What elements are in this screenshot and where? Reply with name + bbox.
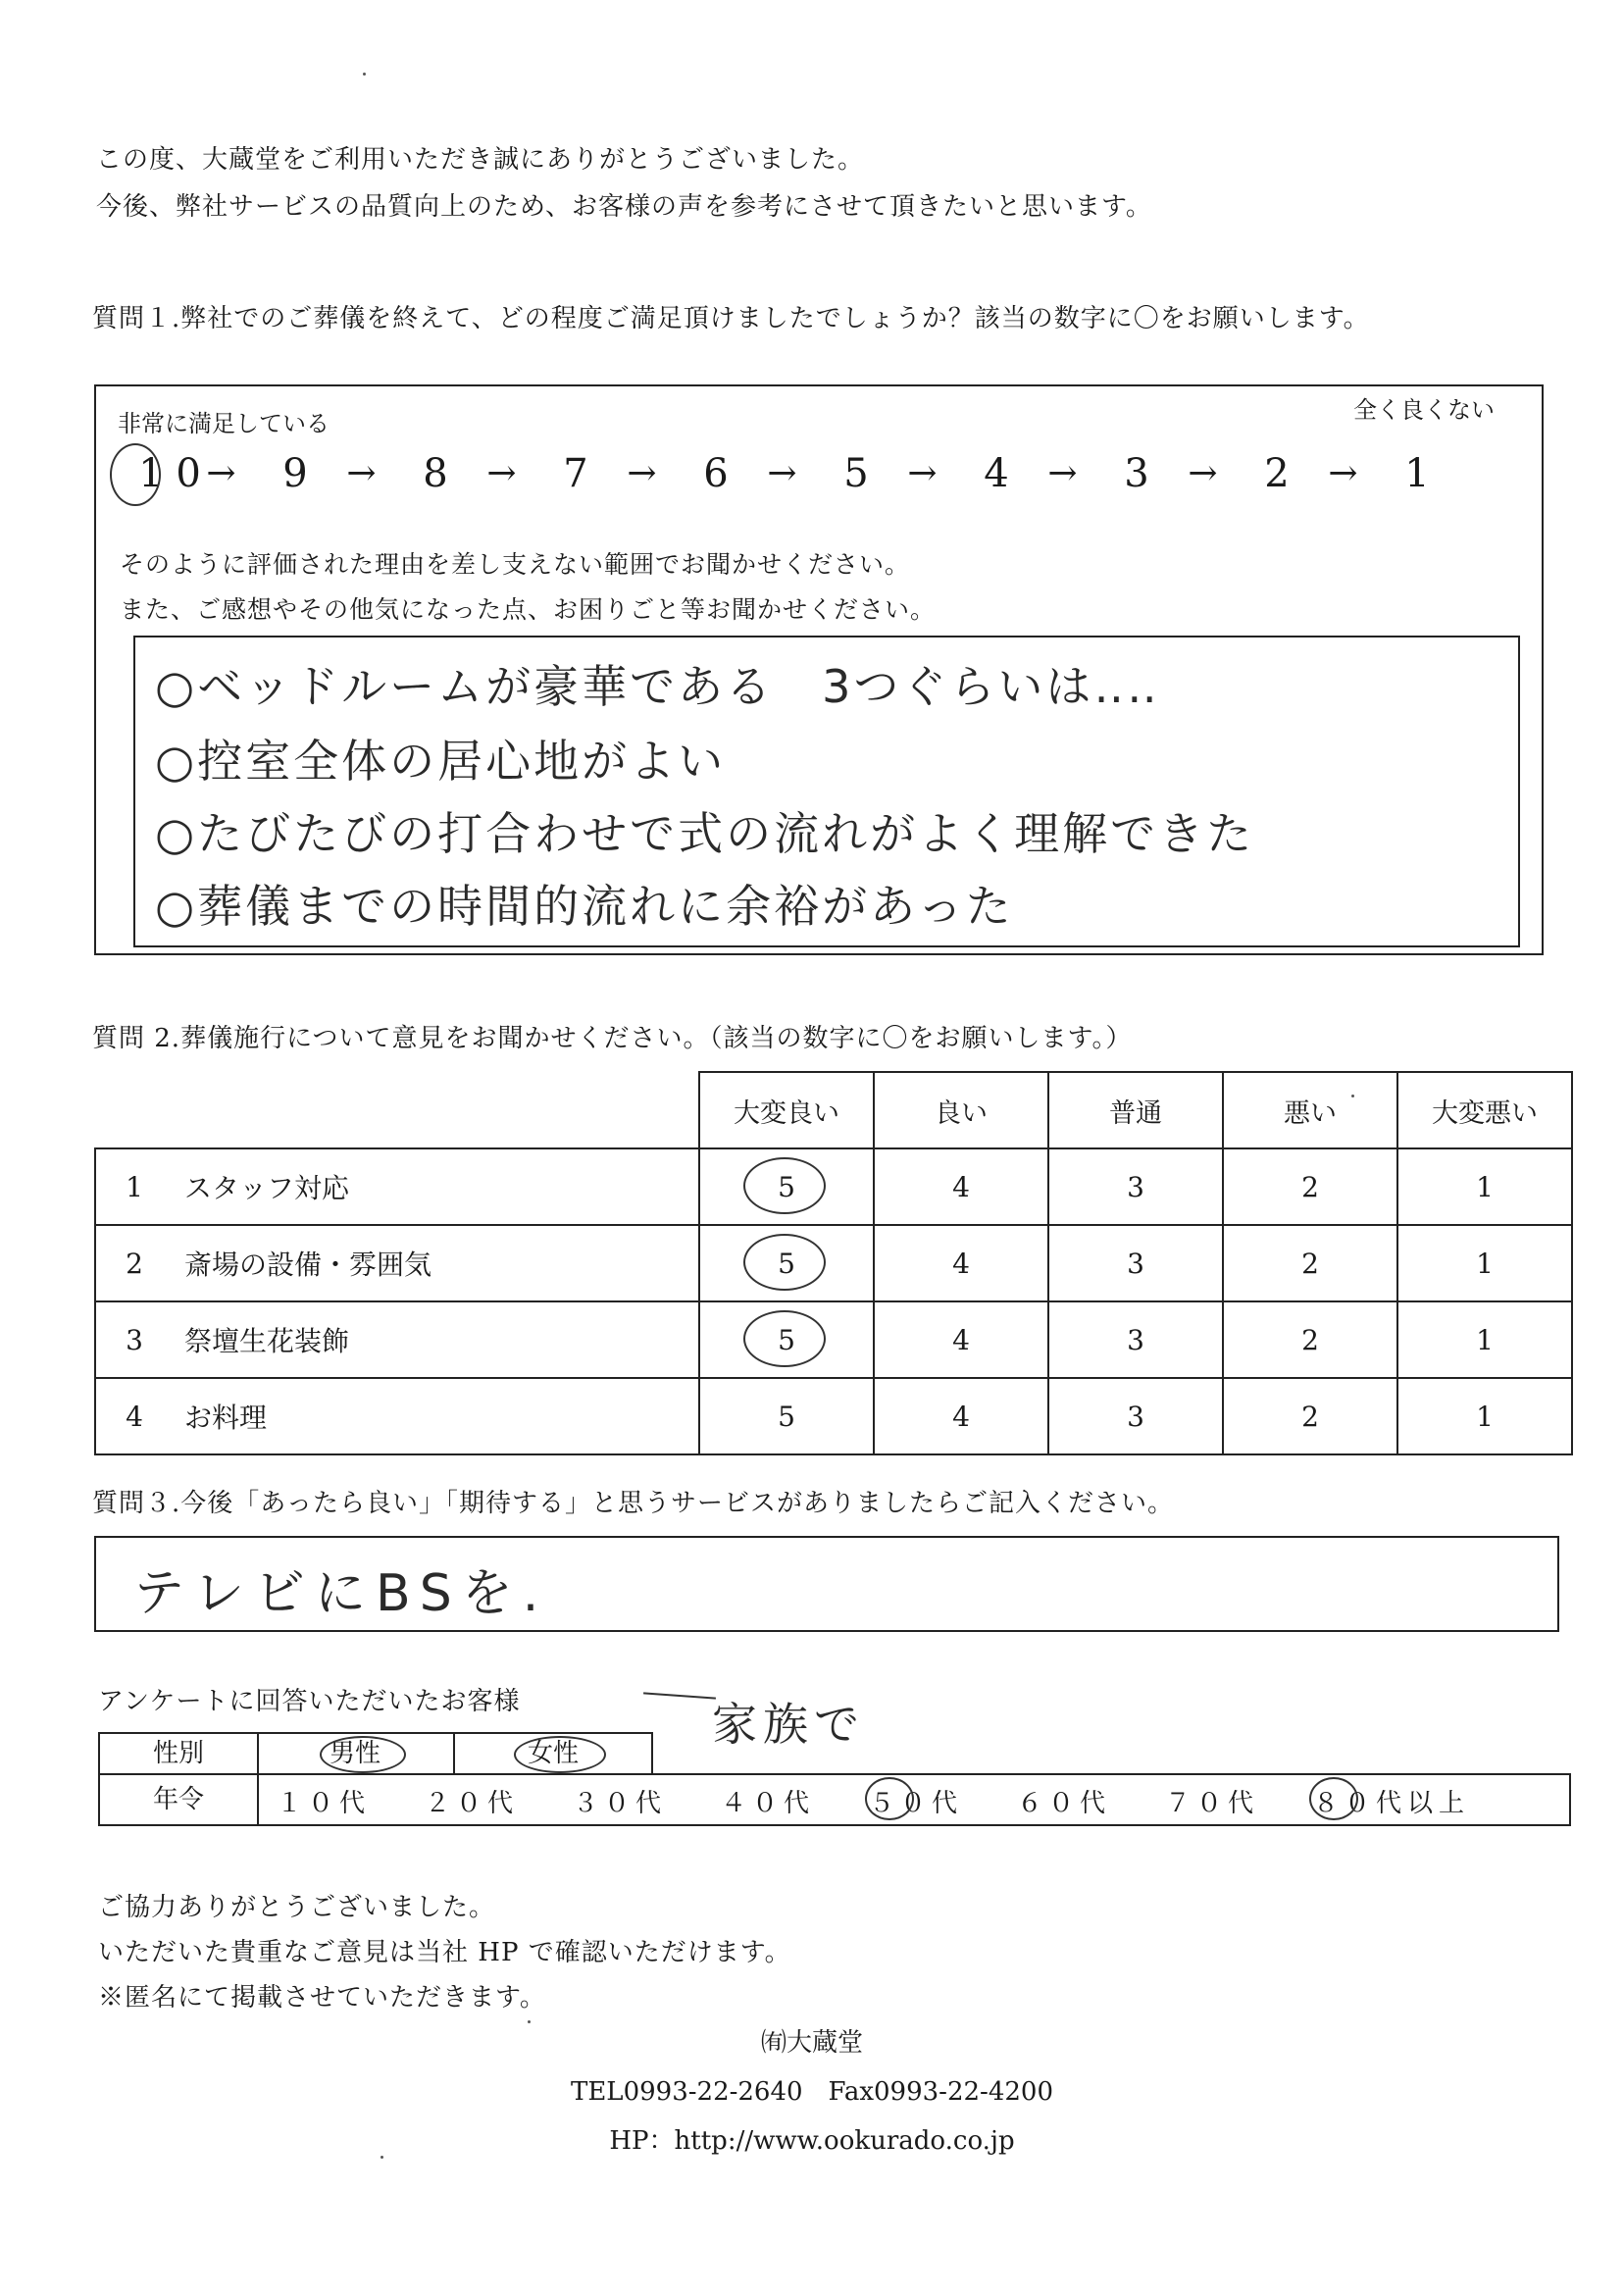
q2-score-label: 2 bbox=[1301, 1323, 1319, 1356]
scale-arrow: → bbox=[1188, 453, 1218, 493]
scale-option-7[interactable]: 7 bbox=[563, 451, 588, 496]
q1-comment-box[interactable] bbox=[133, 636, 1520, 947]
age-row bbox=[98, 1773, 1571, 1826]
gender-male-label: 男性 bbox=[329, 1739, 381, 1768]
q2-score-label: 5 bbox=[778, 1247, 795, 1280]
q3-answer: テレビにBSを. bbox=[133, 1564, 549, 1623]
q2-score-label: 2 bbox=[1301, 1170, 1319, 1203]
header-bad: 悪い bbox=[1223, 1072, 1397, 1148]
gender-female-circle bbox=[514, 1736, 606, 1773]
q2-score-label: 5 bbox=[778, 1400, 795, 1433]
company-name: ㈲大蔵堂 bbox=[760, 2028, 863, 2058]
age-option-label: ５０代 bbox=[869, 1789, 964, 1818]
age-option[interactable] bbox=[1165, 1783, 1259, 1819]
q2-row-item: お料理 bbox=[173, 1378, 699, 1454]
footer-thanks: ご協力ありがとうございました。 bbox=[98, 1893, 496, 1922]
q2-score-option[interactable] bbox=[874, 1301, 1048, 1378]
q2-score-option[interactable] bbox=[1048, 1301, 1223, 1378]
q2-row bbox=[95, 1225, 1572, 1301]
age-option[interactable] bbox=[869, 1783, 963, 1819]
q1-title: 質問１.弊社でのご葬儀を終えて、どの程度ご満足頂けましたでしょうか？該当の数字に〇をお願いします。 bbox=[92, 304, 1370, 333]
age-option-label: ８０代以上 bbox=[1313, 1789, 1471, 1818]
q2-table bbox=[94, 1071, 1573, 1455]
intro-line-2: 今後、弊社サービスの品質向上のため、お客様の声を参考にさせて頂きたいと思います。 bbox=[96, 192, 1152, 222]
q3-answer-box[interactable] bbox=[94, 1536, 1559, 1632]
q2-score-option[interactable] bbox=[699, 1148, 874, 1225]
q2-score-option[interactable] bbox=[1397, 1301, 1572, 1378]
q2-score-label: 1 bbox=[1476, 1323, 1494, 1356]
gender-male[interactable] bbox=[257, 1732, 455, 1775]
header-normal: 普通 bbox=[1048, 1072, 1223, 1148]
scale-arrow: → bbox=[627, 453, 657, 493]
gender-male-circle bbox=[320, 1736, 406, 1773]
company-hp[interactable]: HP：http://www.ookurado.co.jp bbox=[609, 2126, 1015, 2156]
scale-arrow: → bbox=[1047, 453, 1078, 493]
q2-selected-circle bbox=[743, 1310, 826, 1367]
q2-score-option[interactable] bbox=[1048, 1148, 1223, 1225]
q2-title: 質問 2.葬儀施行について意見をお聞かせください。（該当の数字に〇をお願いします。） bbox=[92, 1024, 1133, 1053]
q2-score-option[interactable] bbox=[1223, 1378, 1397, 1454]
age-option-label: ４０代 bbox=[721, 1789, 816, 1818]
q1-prompt-2: また、ご感想やその他気になった点、お困りごと等お聞かせください。 bbox=[120, 595, 937, 624]
q2-score-label: 2 bbox=[1301, 1247, 1319, 1280]
q2-score-option[interactable] bbox=[699, 1378, 874, 1454]
q1-prompt-1: そのように評価された理由を差し支えない範囲でお聞かせください。 bbox=[120, 550, 911, 579]
scale-arrow: → bbox=[486, 453, 517, 493]
scan-speck bbox=[381, 2156, 383, 2159]
age-option-label: １０代 bbox=[277, 1789, 372, 1818]
respondent-note: 家族で bbox=[712, 1698, 865, 1751]
header-very-good: 大変良い bbox=[699, 1072, 874, 1148]
age-option-label: ２０代 bbox=[425, 1789, 520, 1818]
q2-score-label: 5 bbox=[778, 1323, 795, 1356]
q2-row-item: 祭壇生花装飾 bbox=[173, 1301, 699, 1378]
age-selected-circle bbox=[865, 1777, 914, 1820]
q2-score-label: 4 bbox=[952, 1400, 970, 1433]
q2-score-label: 3 bbox=[1127, 1170, 1144, 1203]
age-option[interactable] bbox=[1017, 1783, 1111, 1819]
scale-arrow: → bbox=[346, 453, 377, 493]
gender-label: 性別 bbox=[98, 1732, 259, 1775]
scale-option-10[interactable]: 1 0 bbox=[138, 451, 201, 496]
comment-line-2: ○控室全体の居心地がよい bbox=[155, 735, 727, 788]
scale-option-2[interactable]: 2 bbox=[1264, 451, 1290, 496]
scale-arrow: → bbox=[907, 453, 938, 493]
q2-score-option[interactable] bbox=[1223, 1301, 1397, 1378]
q2-score-option[interactable] bbox=[699, 1301, 874, 1378]
comment-line-4: ○葬儀までの時間的流れに余裕があった bbox=[155, 880, 1014, 933]
scan-speck bbox=[363, 73, 366, 76]
q2-score-option[interactable] bbox=[874, 1378, 1048, 1454]
q2-score-option[interactable] bbox=[1223, 1148, 1397, 1225]
age-option[interactable] bbox=[425, 1783, 519, 1819]
q2-row-item: スタッフ対応 bbox=[173, 1148, 699, 1225]
q2-score-label: 1 bbox=[1476, 1247, 1494, 1280]
q2-selected-circle bbox=[743, 1234, 826, 1291]
q2-score-label: 2 bbox=[1301, 1400, 1319, 1433]
q2-score-option[interactable] bbox=[1223, 1225, 1397, 1301]
scale-right-label: 全く良くない bbox=[1353, 396, 1495, 424]
header-good: 良い bbox=[874, 1072, 1048, 1148]
q2-score-option[interactable] bbox=[874, 1225, 1048, 1301]
age-label: 年令 bbox=[100, 1775, 259, 1824]
q2-score-option[interactable] bbox=[1397, 1378, 1572, 1454]
q2-score-label: 4 bbox=[952, 1247, 970, 1280]
comment-line-3: ○たびたびの打合わせで式の流れがよく理解できた bbox=[155, 807, 1255, 860]
q2-score-label: 4 bbox=[952, 1323, 970, 1356]
q2-score-label: 1 bbox=[1476, 1170, 1494, 1203]
age-option-label: ６０代 bbox=[1017, 1789, 1112, 1818]
q2-score-label: 4 bbox=[952, 1170, 970, 1203]
q2-score-option[interactable] bbox=[1397, 1225, 1572, 1301]
scale-option-9[interactable]: 9 bbox=[282, 451, 308, 496]
scale-selected-circle bbox=[110, 443, 161, 506]
scale-arrow: → bbox=[206, 453, 236, 493]
scale-option-3[interactable]: 3 bbox=[1124, 451, 1149, 496]
scale-option-4[interactable]: 4 bbox=[984, 451, 1009, 496]
gender-female-label: 女性 bbox=[527, 1739, 579, 1768]
q2-score-label: 5 bbox=[778, 1170, 795, 1203]
age-option[interactable] bbox=[721, 1783, 815, 1819]
scale-arrow: → bbox=[767, 453, 797, 493]
scale-option-5[interactable]: 5 bbox=[843, 451, 869, 496]
q2-score-option[interactable] bbox=[1048, 1225, 1223, 1301]
age-option[interactable] bbox=[573, 1783, 667, 1819]
scale-option-6[interactable]: 6 bbox=[703, 451, 729, 496]
respondent-label: アンケートに回答いただいたお客様 bbox=[98, 1687, 521, 1716]
scan-speck bbox=[1351, 1095, 1354, 1097]
q2-score-label: 3 bbox=[1127, 1323, 1144, 1356]
q2-score-option[interactable] bbox=[1048, 1378, 1223, 1454]
q2-row-item: 斎場の設備・雰囲気 bbox=[173, 1225, 699, 1301]
intro-line-1: この度、大蔵堂をご利用いただき誠にありがとうございました。 bbox=[96, 145, 865, 175]
comment-line-1: ○ベッドルームが豪華である 3つぐらいは‥‥ bbox=[155, 660, 1160, 713]
age-selected-circle bbox=[1309, 1777, 1358, 1820]
respondent-dash bbox=[643, 1692, 716, 1699]
q1-box bbox=[94, 384, 1544, 955]
q2-score-label: 1 bbox=[1476, 1400, 1494, 1433]
age-option-label: ７０代 bbox=[1165, 1789, 1260, 1818]
age-option-label: ３０代 bbox=[573, 1789, 668, 1818]
q2-selected-circle bbox=[743, 1157, 826, 1214]
q2-row-number: 1 bbox=[95, 1148, 173, 1225]
scan-speck bbox=[528, 2020, 531, 2023]
q2-score-label: 3 bbox=[1127, 1400, 1144, 1433]
header-very-bad: 大変悪い bbox=[1397, 1072, 1572, 1148]
age-option[interactable] bbox=[277, 1783, 371, 1819]
q2-row bbox=[95, 1301, 1572, 1378]
q2-score-label: 3 bbox=[1127, 1247, 1144, 1280]
q2-row-number: 3 bbox=[95, 1301, 173, 1378]
q2-row bbox=[95, 1378, 1572, 1454]
gender-female[interactable] bbox=[455, 1732, 653, 1775]
q2-score-option[interactable] bbox=[699, 1225, 874, 1301]
q3-title: 質問３.今後「あったら良い」「期待する」と思うサービスがありましたらご記入ください。 bbox=[92, 1489, 1175, 1518]
scale-option-1[interactable]: 1 bbox=[1404, 451, 1430, 496]
company-tel-fax: TEL0993-22-2640 Fax0993-22-4200 bbox=[570, 2077, 1053, 2107]
q2-row-number: 2 bbox=[95, 1225, 173, 1301]
scale-arrow: → bbox=[1328, 453, 1358, 493]
footer-anonymous-note: ※匿名にて掲載させていただきます。 bbox=[98, 1983, 546, 2013]
scale-option-8[interactable]: 8 bbox=[423, 451, 448, 496]
q2-score-option[interactable] bbox=[1397, 1148, 1572, 1225]
scale-left-label: 非常に満足している bbox=[118, 410, 330, 437]
footer-hp-note: いただいた貴重なご意見は当社 HP で確認いただけます。 bbox=[98, 1938, 791, 1967]
satisfaction-scale[interactable] bbox=[116, 451, 1518, 520]
q2-row bbox=[95, 1148, 1572, 1225]
age-option[interactable] bbox=[1313, 1783, 1470, 1819]
q2-score-option[interactable] bbox=[874, 1148, 1048, 1225]
q2-row-number: 4 bbox=[95, 1378, 173, 1454]
